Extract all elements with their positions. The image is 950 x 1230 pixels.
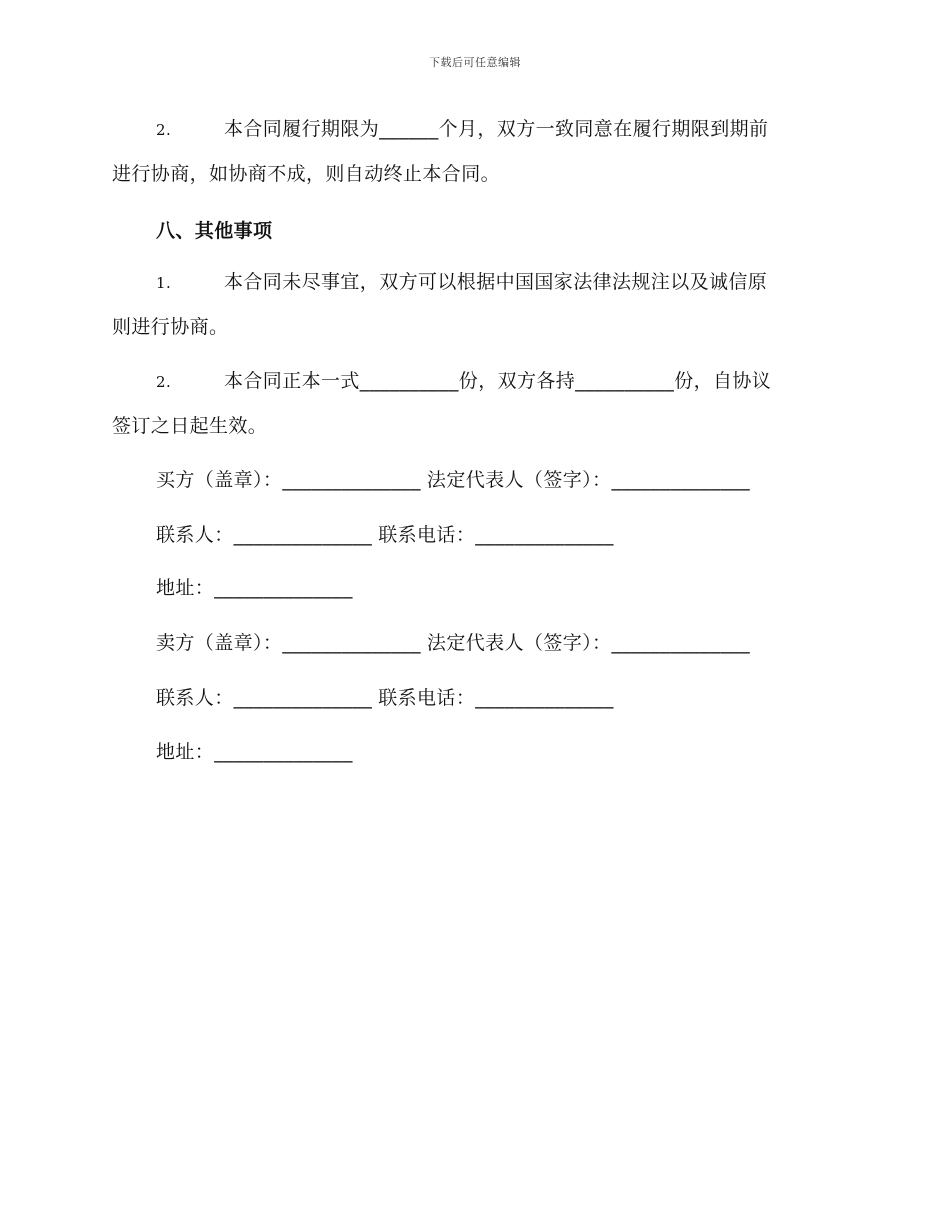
clause-1-line1: [112, 260, 834, 305]
seller-rep-blank[interactable]: ______________: [611, 632, 751, 654]
clause-2-line2: 签订之日起生效。: [112, 415, 268, 437]
buyer-address-blank[interactable]: ______________: [214, 577, 353, 599]
clause-text: 本合同未尽事宜，双方可以根据中国国家法律法规注以及诚信原: [224, 271, 768, 293]
buyer-seal-label: 买方（盖章）：: [156, 469, 283, 491]
seller-contact-blank[interactable]: ______________: [233, 687, 373, 709]
buyer-address-label: 地址：: [156, 577, 215, 599]
term-clause-line1: [112, 107, 834, 152]
seller-address-label: 地址：: [156, 741, 215, 763]
seller-contact-line: [156, 684, 614, 712]
clause-text: 本合同履行期限为______个月，双方一致同意在履行期限到期前: [224, 118, 769, 140]
clause-number: 2.: [156, 121, 172, 139]
seller-seal-line: [156, 629, 750, 657]
section-heading: 八、其他事项: [156, 220, 273, 242]
page-header: 下载后可任意编辑: [429, 56, 521, 69]
buyer-contact-blank[interactable]: ______________: [233, 524, 373, 546]
buyer-contact-line: [156, 521, 614, 549]
seller-rep-label: 法定代表人（签字）：: [426, 632, 612, 654]
buyer-address-line: [156, 574, 353, 602]
other-matters-clause-1: [112, 260, 834, 349]
seller-seal-blank[interactable]: ______________: [282, 632, 421, 654]
buyer-rep-blank[interactable]: ______________: [611, 469, 751, 491]
seller-contact-label: 联系人：: [156, 687, 234, 709]
seller-address-line: [156, 738, 353, 766]
clause-number: 1.: [156, 274, 172, 292]
buyer-seal-line: [156, 466, 750, 494]
clause-text: 本合同正本一式__________份，双方各持__________份，自协议: [224, 370, 772, 392]
buyer-phone-label: 联系电话：: [378, 524, 476, 546]
buyer-phone-blank[interactable]: ______________: [475, 524, 614, 546]
seller-phone-blank[interactable]: ______________: [475, 687, 614, 709]
clause-2-line1: [112, 359, 834, 404]
buyer-seal-blank[interactable]: ______________: [282, 469, 421, 491]
term-clause: [112, 107, 834, 196]
seller-address-blank[interactable]: ______________: [214, 741, 353, 763]
other-matters-clause-2: [112, 359, 834, 448]
clause-number: 2.: [156, 373, 172, 391]
seller-phone-label: 联系电话：: [378, 687, 476, 709]
buyer-contact-label: 联系人：: [156, 524, 234, 546]
clause-1-line2: 则进行协商。: [112, 316, 229, 338]
term-clause-line2: 进行协商，如协商不成，则自动终止本合同。: [112, 163, 501, 185]
seller-seal-label: 卖方（盖章）：: [156, 632, 283, 654]
buyer-rep-label: 法定代表人（签字）：: [426, 469, 612, 491]
